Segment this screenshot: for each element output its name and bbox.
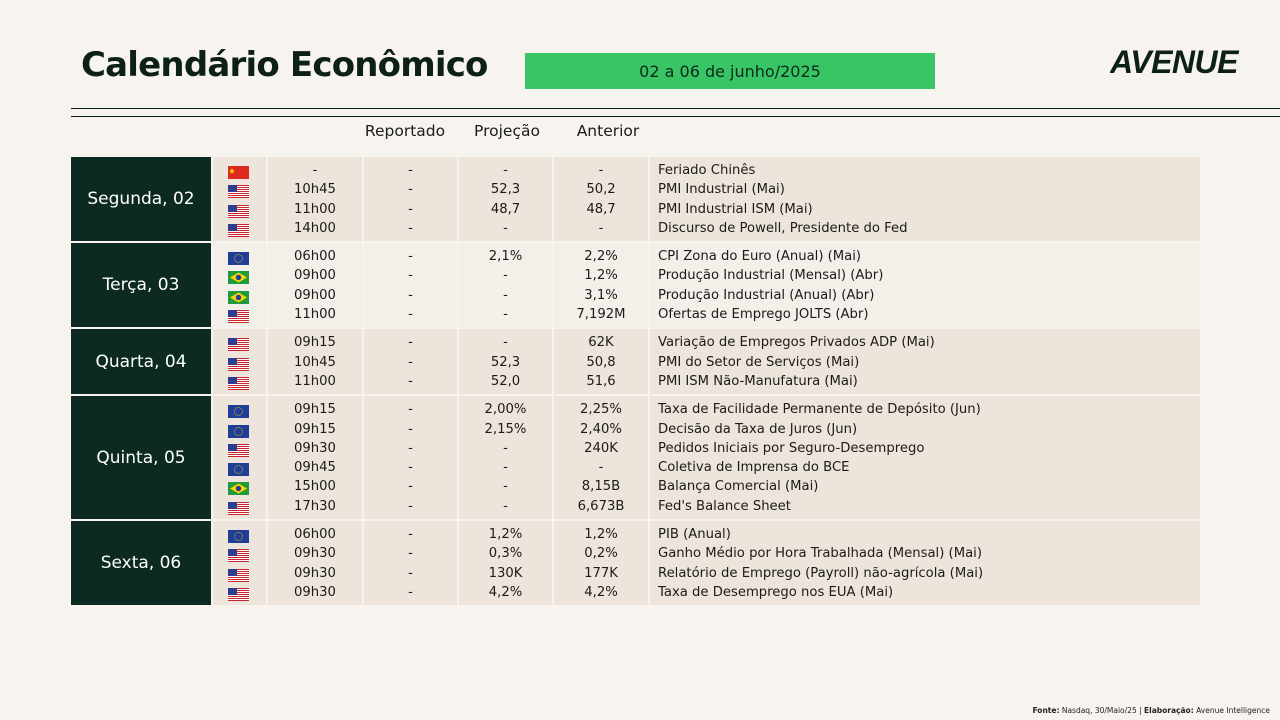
event-name: Pedidos Iniciais por Seguro-Desemprego (658, 440, 925, 456)
event-reported: - (408, 249, 413, 265)
event-row (71, 161, 1200, 180)
event-reported: - (408, 335, 413, 351)
avenue-logo (1110, 40, 1256, 84)
day-block (71, 243, 1200, 327)
event-reported: - (408, 584, 413, 600)
eu-flag-icon (228, 403, 249, 416)
brazil-flag-icon (228, 269, 249, 282)
event-previous: 177K (584, 565, 618, 581)
event-projection: 0,3% (488, 546, 523, 562)
column-header-previous: Anterior (576, 122, 640, 140)
footer-prepared-label: Elaboração: (1144, 706, 1194, 715)
event-row (71, 458, 1200, 477)
event-name: Produção Industrial (Mensal) (Abr) (658, 268, 884, 284)
event-row (71, 353, 1200, 372)
event-row (71, 477, 1200, 496)
event-reported: - (408, 440, 413, 456)
day-block (71, 396, 1200, 519)
event-name: Discurso de Powell, Presidente do Fed (658, 220, 908, 236)
event-row (71, 333, 1200, 352)
event-time: 09h30 (294, 546, 336, 562)
event-time: 11h00 (294, 307, 336, 323)
column-header-projection: Projeção (474, 122, 540, 140)
event-time: 11h00 (294, 201, 336, 217)
event-name: Ganho Médio por Hora Trabalhada (Mensal) (Mai) (658, 546, 982, 562)
event-projection: - (503, 440, 508, 456)
usa-flag-icon (228, 203, 249, 216)
date-range-badge: 02 a 06 de junho/2025 (525, 53, 935, 89)
footer-source-label: Fonte: (1032, 706, 1060, 715)
header-rule-top (71, 108, 1280, 109)
event-previous: 2,40% (580, 421, 622, 437)
day-label: Quarta, 04 (71, 329, 211, 394)
page-title: Calendário Econômico (81, 45, 488, 85)
event-name: PMI ISM Não-Manufatura (Mai) (658, 373, 858, 389)
day-label: Sexta, 06 (71, 521, 211, 605)
event-projection: - (503, 268, 508, 284)
footer-prepared-text: Avenue Intelligence (1193, 706, 1270, 715)
avenue-logo-icon (1110, 40, 1256, 84)
event-name: Coletiva de Imprensa do BCE (658, 460, 850, 476)
event-name: Taxa de Facilidade Permanente de Depósito (Jun) (658, 402, 981, 418)
event-time: 06h00 (294, 249, 336, 265)
event-previous: - (598, 460, 604, 476)
event-projection: - (503, 479, 508, 495)
event-previous: 6,673B (577, 498, 625, 514)
footer-source-text: Nasdaq, 30/Maio/25 | (1059, 706, 1145, 715)
event-projection: 52,3 (490, 182, 521, 198)
event-name: PMI Industrial ISM (Mai) (658, 201, 813, 217)
header-rule-bottom (71, 116, 1280, 117)
event-row (71, 497, 1200, 516)
column-header-reported: Reportado (364, 122, 446, 140)
event-reported: - (408, 421, 413, 437)
event-time: 11h00 (294, 373, 336, 389)
day-block (71, 157, 1200, 241)
event-previous: 2,2% (584, 249, 618, 265)
usa-flag-icon (228, 567, 249, 580)
usa-flag-icon (228, 375, 249, 388)
event-projection: 52,3 (490, 354, 521, 370)
event-previous: 62K (588, 335, 614, 351)
event-time: 10h45 (294, 182, 336, 198)
event-row (71, 372, 1200, 391)
event-projection: 52,0 (490, 373, 521, 389)
brazil-flag-icon (228, 289, 249, 302)
event-previous: 0,2% (584, 546, 618, 562)
event-row (71, 583, 1200, 602)
china-flag-icon (228, 164, 249, 177)
event-previous: 8,15B (581, 479, 621, 495)
event-row (71, 400, 1200, 419)
event-reported: - (408, 373, 413, 389)
event-row (71, 305, 1200, 324)
usa-flag-icon (228, 586, 249, 599)
usa-flag-icon (228, 183, 249, 196)
event-previous: - (598, 163, 604, 178)
event-time: 09h30 (294, 565, 336, 581)
event-row (71, 544, 1200, 563)
day-label: Quinta, 05 (71, 396, 211, 519)
event-previous: 2,25% (580, 402, 622, 418)
event-row (71, 564, 1200, 583)
event-name: Feriado Chinês (658, 163, 756, 178)
event-time: 09h15 (294, 421, 336, 437)
event-row (71, 219, 1200, 238)
event-reported: - (408, 287, 413, 303)
event-row (71, 525, 1200, 544)
event-row (71, 266, 1200, 285)
event-previous: 1,2% (584, 268, 618, 284)
event-reported: - (408, 307, 413, 323)
event-projection: - (503, 307, 508, 323)
event-time: 09h15 (294, 335, 336, 351)
event-time: 10h45 (294, 354, 336, 370)
usa-flag-icon (228, 308, 249, 321)
event-previous: 4,2% (584, 584, 618, 600)
event-time: 09h00 (294, 268, 336, 284)
day-block (71, 521, 1200, 605)
event-reported: - (408, 402, 413, 418)
event-time: 09h45 (294, 460, 336, 476)
event-name: Decisão da Taxa de Juros (Jun) (658, 421, 858, 437)
usa-flag-icon (228, 547, 249, 560)
event-row (71, 200, 1200, 219)
event-projection: - (503, 163, 508, 178)
eu-flag-icon (228, 461, 249, 474)
event-name: Ofertas de Emprego JOLTS (Abr) (658, 307, 869, 323)
usa-flag-icon (228, 356, 249, 369)
event-projection: 2,1% (488, 249, 523, 265)
event-row (71, 180, 1200, 199)
usa-flag-icon (228, 500, 249, 513)
event-name: CPI Zona do Euro (Anual) (Mai) (658, 249, 862, 265)
event-previous: 48,7 (586, 201, 616, 217)
usa-flag-icon (228, 222, 249, 235)
event-row (71, 439, 1200, 458)
event-time: 09h15 (294, 402, 336, 418)
eu-flag-icon (228, 250, 249, 263)
day-label: Segunda, 02 (71, 157, 211, 241)
event-reported: - (408, 527, 413, 543)
event-time: 15h00 (294, 479, 336, 495)
logo-wordmark: AVENUE (1110, 44, 1238, 80)
event-previous: 1,2% (584, 527, 618, 543)
event-projection: 4,2% (488, 584, 523, 600)
event-reported: - (408, 460, 413, 476)
event-name: Taxa de Desemprego nos EUA (Mai) (658, 584, 894, 600)
event-time: 09h00 (294, 287, 336, 303)
event-reported: - (408, 354, 413, 370)
event-name: Fed's Balance Sheet (658, 498, 791, 514)
event-projection: 2,15% (484, 421, 527, 437)
event-projection: - (503, 460, 508, 476)
event-name: Balança Comercial (Mai) (658, 479, 819, 495)
event-time: 06h00 (294, 527, 336, 543)
event-row (71, 420, 1200, 439)
event-previous: 51,6 (586, 373, 616, 389)
event-time: - (312, 163, 318, 178)
event-projection: - (503, 335, 508, 351)
day-label: Terça, 03 (71, 243, 211, 327)
event-projection: - (503, 498, 508, 514)
event-reported: - (408, 565, 413, 581)
event-projection: - (503, 220, 508, 236)
event-time: 14h00 (294, 220, 336, 236)
event-previous: 50,2 (586, 182, 616, 198)
event-reported: - (408, 546, 413, 562)
event-reported: - (408, 201, 413, 217)
event-projection: 48,7 (490, 201, 521, 217)
event-time: 09h30 (294, 440, 336, 456)
eu-flag-icon (228, 423, 249, 436)
footer-source (1032, 706, 1270, 715)
event-time: 09h30 (294, 584, 336, 600)
day-block (71, 329, 1200, 394)
event-name: PMI Industrial (Mai) (658, 182, 785, 198)
event-name: PMI do Setor de Serviços (Mai) (658, 354, 860, 370)
event-projection: 1,2% (488, 527, 523, 543)
event-previous: 3,1% (584, 287, 618, 303)
event-previous: 7,192M (576, 307, 626, 323)
event-name: Produção Industrial (Anual) (Abr) (658, 287, 875, 303)
event-reported: - (408, 268, 413, 284)
event-name: PIB (Anual) (658, 527, 731, 543)
usa-flag-icon (228, 336, 249, 349)
event-projection: 130K (488, 565, 523, 581)
event-previous: - (598, 220, 604, 236)
event-projection: - (503, 287, 508, 303)
event-previous: 50,8 (586, 354, 616, 370)
event-reported: - (408, 182, 413, 198)
event-reported: - (408, 220, 413, 236)
event-name: Variação de Empregos Privados ADP (Mai) (658, 335, 935, 351)
event-projection: 2,00% (484, 402, 527, 418)
event-reported: - (408, 498, 413, 514)
eu-flag-icon (228, 528, 249, 541)
brazil-flag-icon (228, 480, 249, 493)
usa-flag-icon (228, 442, 249, 455)
event-name: Relatório de Emprego (Payroll) não-agrícola (Mai) (658, 565, 984, 581)
event-reported: - (408, 479, 413, 495)
event-row (71, 286, 1200, 305)
event-previous: 240K (584, 440, 618, 456)
event-reported: - (408, 163, 413, 178)
event-row (71, 247, 1200, 266)
event-time: 17h30 (294, 498, 336, 514)
